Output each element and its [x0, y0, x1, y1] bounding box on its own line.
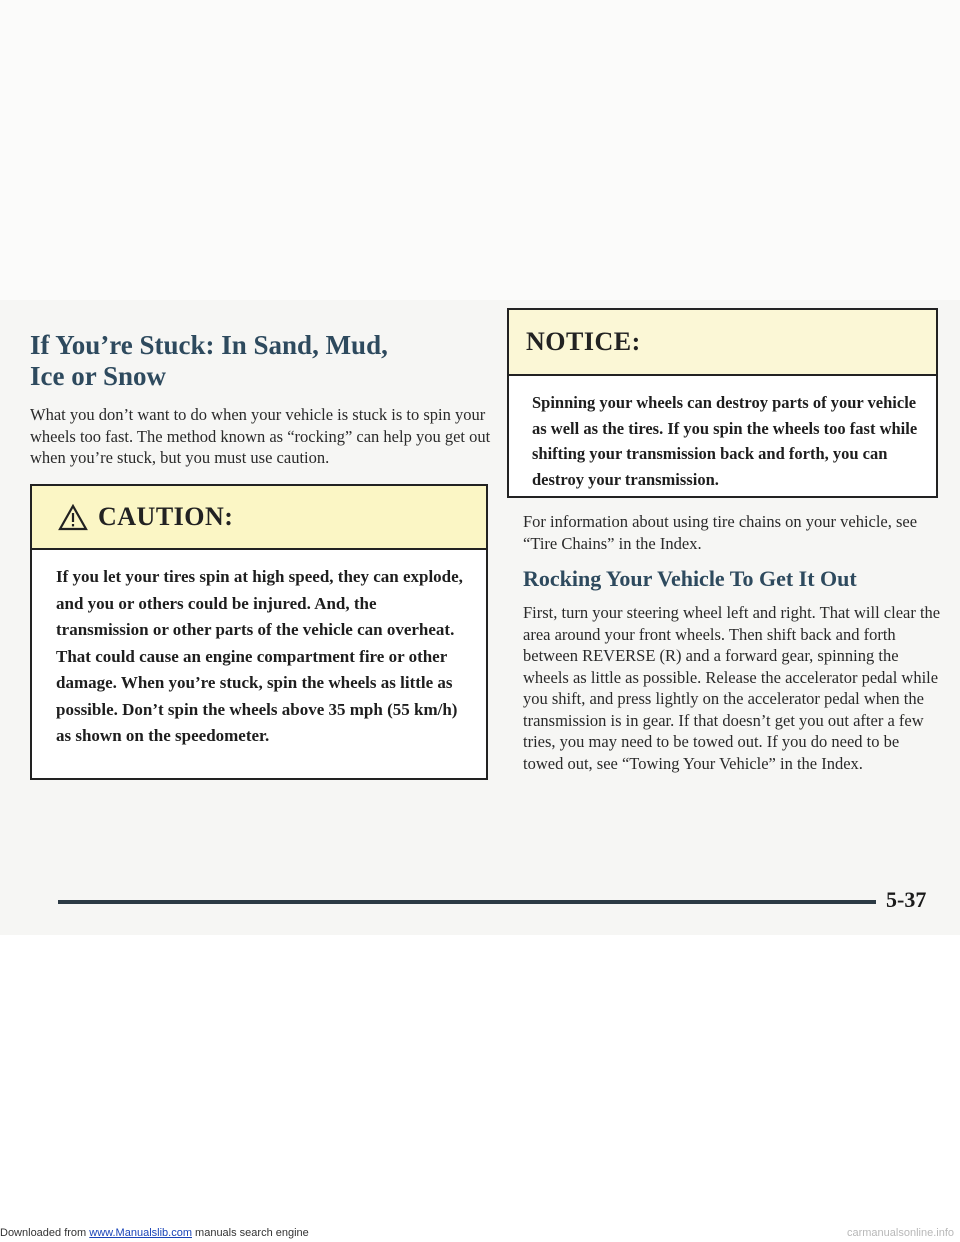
intro-paragraph: What you don’t want to do when your vehicle is stuck is to spin your wheels too fast. The method known as “rocking” can help you get out when you’re stuck, but you must use caution. [30, 405, 491, 467]
caution-header [32, 486, 486, 550]
watermark-text: carmanualsonline.info [846, 1227, 954, 1239]
section-heading-line2: Ice or Snow [30, 361, 167, 391]
page-top-margin [0, 0, 960, 300]
tire-chains-text: For information about using tire chains on your vehicle, see “Tire Chains” in the Index. [523, 512, 918, 553]
left-column [30, 330, 500, 469]
rocking-section [523, 566, 943, 774]
section-heading-line1: If You’re Stuck: In Sand, Mud, [30, 330, 388, 360]
caution-box [30, 484, 488, 780]
manualslib-link[interactable]: www.Manualslib.com [89, 1227, 192, 1239]
notice-title: NOTICE: [526, 327, 641, 356]
footer-rule [58, 900, 876, 904]
page-number: 5-37 [886, 887, 927, 912]
download-footer [0, 1226, 960, 1242]
warning-triangle-icon [58, 504, 88, 531]
tire-chains-paragraph [523, 511, 943, 554]
section-heading [30, 330, 500, 392]
rocking-paragraph: First, turn your steering wheel left and right. That will clear the area around your front wheels. Then shift back and forth between REVERSE (R) and a forward gear, spinning the wheels as little as possible. Release the accelerator pedal while you shift, and press lightly on the accelerator pedal when the transmission is in gear. If that doesn’t get you out after a few tries, you may need to be towed out. If you do need to be towed out, see “Towing Your Vehicle” in the Index. [523, 603, 941, 773]
rocking-heading: Rocking Your Vehicle To Get It Out [523, 566, 857, 591]
notice-text: Spinning your wheels can destroy parts of your vehicle as well as the tires. If you spin the wheels too fast while shifting your transmission back and forth, you can destroy your transmission. [532, 393, 918, 489]
notice-header [509, 310, 936, 376]
download-prefix: Downloaded from [0, 1227, 90, 1239]
download-suffix: manuals search engine [191, 1227, 309, 1239]
caution-title: CAUTION: [98, 502, 234, 531]
notice-box [507, 308, 938, 498]
caution-text: If you let your tires spin at high speed, they can explode, and you or others could be injured. And, the transmission or other parts of the vehicle can overheat. That could cause an engine compartment fire or other damage. When you’re stuck, spin the wheels as little as possible. Don’t spin the wheels above 35 mph (55 km/h) as shown on the speedometer. [56, 567, 463, 745]
